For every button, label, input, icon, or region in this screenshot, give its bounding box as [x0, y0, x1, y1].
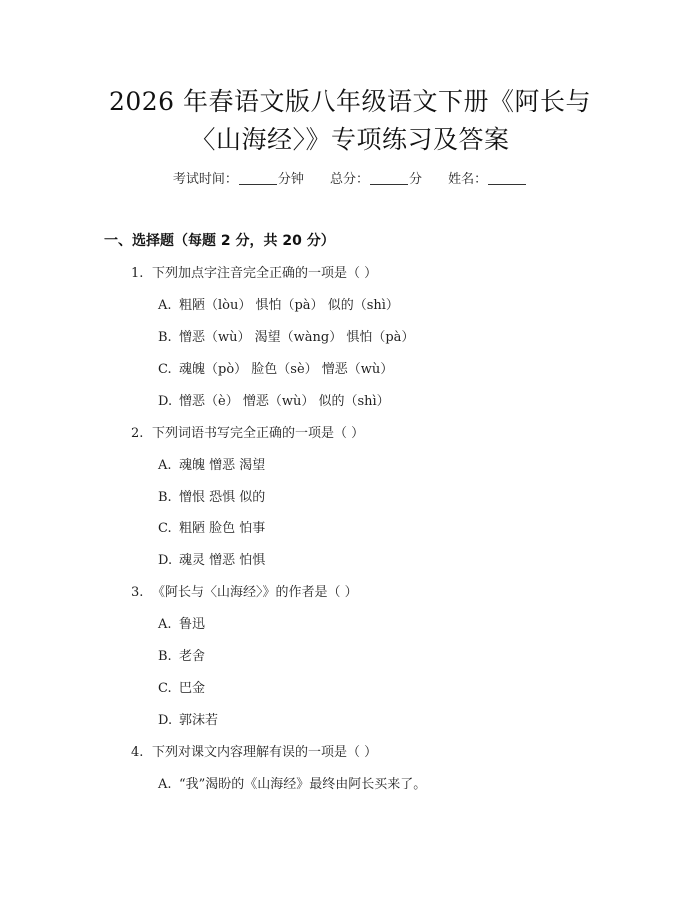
- question-3-option-d: [158, 709, 218, 728]
- option-text: 郭沫若: [179, 713, 219, 728]
- question-number: 2.: [131, 426, 144, 441]
- option-text: “我”渴盼的《山海经》最终由阿长买来了。: [179, 777, 427, 792]
- option-letter: B.: [158, 490, 172, 505]
- total-score-label: 总分：: [329, 172, 369, 187]
- option-text: 鲁迅: [179, 617, 206, 632]
- exam-time-blank: [239, 172, 277, 185]
- question-4-option-a: [158, 773, 426, 792]
- option-text: 魂魄（pò） 脸色（sè） 憎恶（wù）: [179, 362, 394, 377]
- question-text: 下列加点字注音完全正确的一项是（ ）: [152, 266, 378, 281]
- option-text: 粗陋（lòu） 惧怕（pà） 似的（shì）: [179, 298, 399, 313]
- question-3: [131, 581, 358, 600]
- option-text: 巴金: [179, 681, 206, 696]
- question-text: 下列对课文内容理解有误的一项是（ ）: [152, 745, 378, 760]
- section-heading-choice: 一、选择题（每题 2 分，共 20 分）: [104, 233, 335, 249]
- option-letter: A.: [158, 298, 172, 313]
- question-2-option-a: [158, 454, 265, 473]
- option-text: 憎恶（è） 憎恶（wù） 似的（shì）: [179, 394, 390, 409]
- student-name-label: 姓名：: [448, 172, 488, 187]
- question-2: [131, 422, 364, 441]
- question-number: 1.: [131, 266, 144, 281]
- total-score-unit: 分: [409, 172, 423, 187]
- student-name-field: [448, 168, 527, 187]
- question-4: [131, 741, 377, 760]
- question-2-option-d: [158, 549, 265, 568]
- exam-info-bar: [0, 168, 700, 187]
- question-3-option-c: [158, 677, 205, 696]
- exam-time-label: 考试时间：: [172, 172, 238, 187]
- question-1-option-a: [158, 294, 399, 313]
- option-letter: D.: [158, 394, 173, 409]
- option-text: 老舍: [179, 649, 206, 664]
- question-1-option-d: [158, 390, 390, 409]
- option-letter: D.: [158, 713, 173, 728]
- option-letter: C.: [158, 362, 172, 377]
- option-letter: A.: [158, 458, 172, 473]
- exam-title-line-2: 〈山海经〉》专项练习及答案: [190, 125, 510, 154]
- question-2-option-b: [158, 486, 265, 505]
- option-text: 魂灵 憎恶 怕惧: [179, 553, 266, 568]
- option-text: 憎恶（wù） 渴望（wàng） 惧怕（pà）: [179, 330, 415, 345]
- student-name-blank: [488, 172, 526, 185]
- question-1-option-b: [158, 326, 414, 345]
- option-text: 魂魄 憎恶 渴望: [179, 458, 266, 473]
- option-letter: C.: [158, 681, 172, 696]
- total-score-field: [330, 168, 422, 187]
- question-3-option-b: [158, 645, 205, 664]
- option-letter: A.: [158, 777, 172, 792]
- question-1: [131, 262, 377, 281]
- question-text: 下列词语书写完全正确的一项是（ ）: [152, 426, 365, 441]
- exam-time-field: [173, 168, 304, 187]
- total-score-blank: [370, 172, 408, 185]
- question-number: 4.: [131, 745, 144, 760]
- question-number: 3.: [131, 585, 144, 600]
- option-letter: D.: [158, 553, 173, 568]
- option-letter: A.: [158, 617, 172, 632]
- option-text: 粗陋 脸色 怕事: [179, 521, 266, 536]
- question-text: 《阿长与〈山海经〉》的作者是（ ）: [152, 585, 358, 600]
- question-3-option-a: [158, 613, 205, 632]
- option-letter: C.: [158, 521, 172, 536]
- question-1-option-c: [158, 358, 393, 377]
- exam-title-line-1: 2026 年春语文版八年级语文下册《阿长与: [108, 87, 592, 116]
- option-letter: B.: [158, 649, 172, 664]
- option-letter: B.: [158, 330, 172, 345]
- exam-time-unit: 分钟: [277, 172, 304, 187]
- option-text: 憎恨 恐惧 似的: [179, 490, 266, 505]
- question-2-option-c: [158, 517, 265, 536]
